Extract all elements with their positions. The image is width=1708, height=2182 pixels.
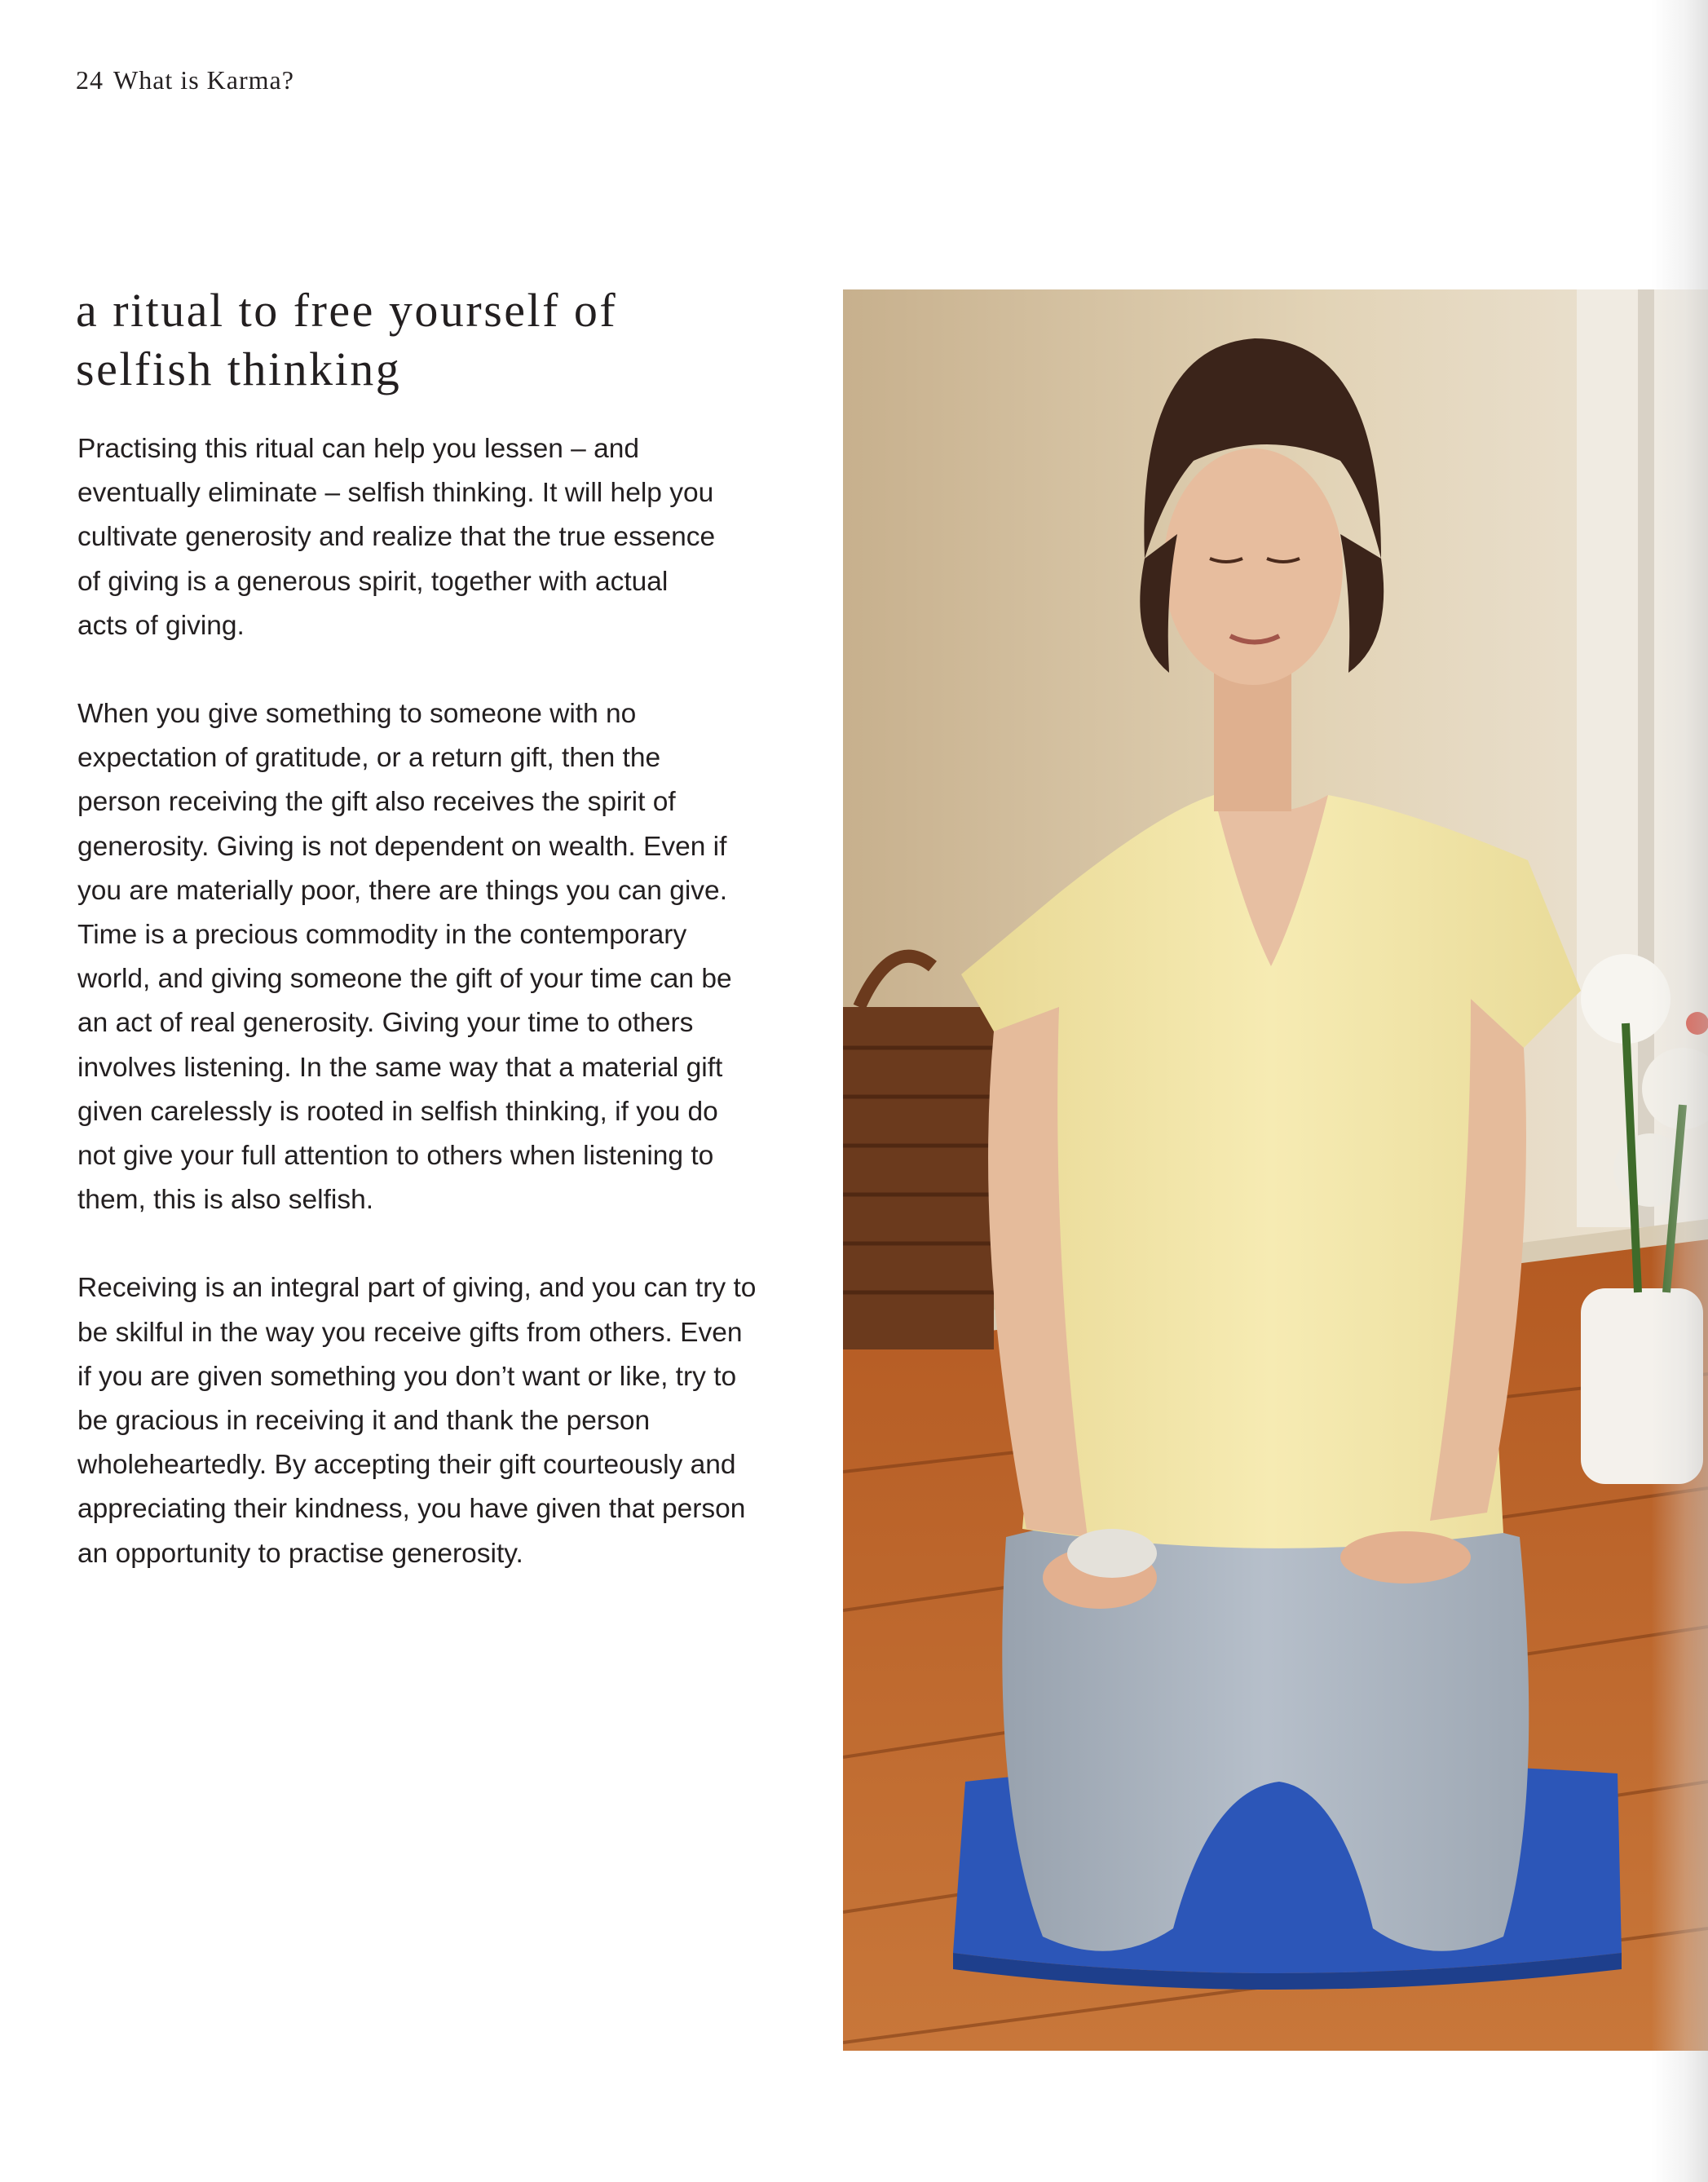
heading-line-1: a ritual to free yourself of bbox=[76, 284, 618, 337]
stone bbox=[1067, 1529, 1157, 1578]
wicker-basket bbox=[843, 956, 994, 1349]
paragraph-3: Receiving is an integral part of giving, and you can try to be skilful in the way you receive gifts from others. Even if you are given something you don’t want or like, try to be gracious in receiving it and thank the person wholeheartedly. By accepting their gift courteously and appreciating their kindness, you have given that person an opportunity to practise generosity. bbox=[77, 1273, 757, 1569]
right-hand bbox=[1340, 1531, 1471, 1583]
face bbox=[1163, 448, 1343, 685]
section-heading bbox=[76, 281, 810, 399]
page-edge-shadow bbox=[1651, 0, 1708, 2182]
chapter-title: What is Karma? bbox=[113, 65, 294, 95]
page-number: 24 bbox=[76, 65, 104, 95]
body-text bbox=[77, 427, 819, 1620]
running-head bbox=[76, 65, 294, 95]
meditation-photo bbox=[843, 289, 1708, 2051]
heading-line-2: selfish thinking bbox=[76, 342, 402, 395]
paragraph-1: Practising this ritual can help you lessen – and eventually eliminate – selfish thinking. It will help you cultivate generosity and realize that the true essence of giving is a generous spirit, together with actual acts of giving. bbox=[77, 434, 716, 641]
paragraph-2: When you give something to someone with no expectation of gratitude, or a return gift, then the person receiving the gift also receives the spirit of generosity. Giving is not dependent on wealth. Even if you are materially poor, there are things you can give. Time is a precious commodity in the contemporary world, and giving someone the gift of your time can be an act of real generosity. Giving your time to others involves listening. In the same way that a material gift given carelessly is rooted in selfish thinking, if you do not give your full attention to others when listening to them, this is also selfish. bbox=[77, 699, 732, 1216]
